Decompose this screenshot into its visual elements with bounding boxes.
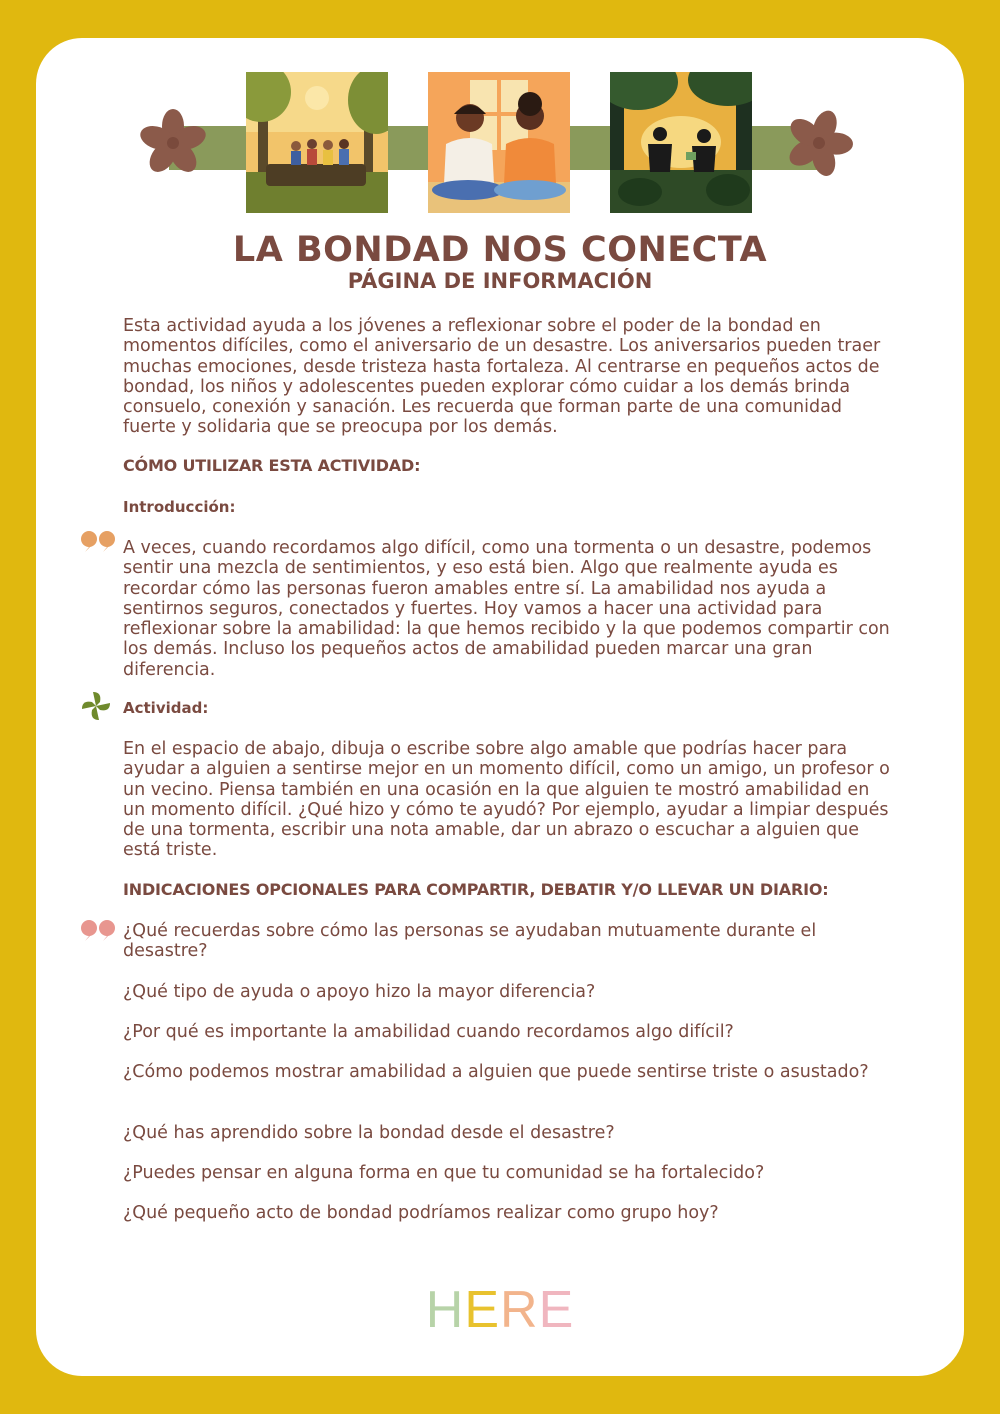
quote-icon [81, 530, 121, 560]
pinwheel-icon [78, 690, 114, 722]
prompt-item: ¿Qué tipo de ayuda o apoyo hizo la mayor diferencia? [123, 982, 596, 1002]
quote-icon [81, 919, 121, 949]
intro-paragraph: Esta actividad ayuda a los jóvenes a reflexionar sobre el poder de la bondad en momentos difíciles, como el aniversario de un desastre. Los aniversarios pueden traer muchas emociones, desde tristeza hasta fortaleza. Al centrarse en pequeños actos de bondad, los niños y adolescentes pueden explorar cómo cuidar a los demás brinda consuelo, conexión y sanación. Les recuerda que forman parte de una comunidad fuerte y solidaria que se preocupa por los demás. [123, 316, 881, 438]
page-title: LA BONDAD NOS CONECTA [232, 230, 768, 270]
illustration-two-kids [428, 72, 570, 213]
activity-text: En el espacio de abajo, dibuja o escribe sobre algo amable que podrías hacer para ayudar a alguien a sentirse mejor en un momento difícil, como un amigo, un profesor o un vecino. Piensa también en una ocasión en la que alguien te mostró amabilidad en un momento difícil. ¿Qué hizo y cómo te ayudó? Por ejemplo, ayudar a limpiar después de una tormenta, escribir una nota amable, dar un abrazo o escuchar a alguien que está triste. [123, 739, 890, 861]
prompt-item: ¿Qué pequeño acto de bondad podríamos realizar como grupo hoy? [123, 1203, 719, 1223]
prompts-heading: INDICACIONES OPCIONALES PARA COMPARTIR, DEBATIR Y/O LLEVAR UN DIARIO: [123, 880, 829, 899]
logo-letter: E [538, 1281, 575, 1339]
page-subtitle: PÁGINA DE INFORMACIÓN [347, 269, 653, 293]
info-card [36, 38, 964, 1376]
intro-label: Introducción: [123, 498, 236, 516]
prompt-item: ¿Por qué es importante la amabilidad cuando recordamos algo difícil? [123, 1022, 734, 1042]
logo-letter: R [500, 1281, 539, 1339]
prompt-item: ¿Qué recuerdas sobre cómo las personas se ayudaban mutuamente durante el desastre? [123, 921, 817, 962]
here-logo [36, 1280, 964, 1340]
header-banner [36, 38, 964, 238]
flower-icon [784, 108, 854, 178]
prompt-item: ¿Qué has aprendido sobre la bondad desde el desastre? [123, 1123, 615, 1143]
logo-letter: H [425, 1281, 465, 1339]
illustration-forest-group [246, 72, 388, 213]
activity-label: Actividad: [123, 699, 209, 717]
prompt-item: ¿Puedes pensar en alguna forma en que tu comunidad se ha fortalecido? [123, 1163, 765, 1183]
prompt-item: ¿Cómo podemos mostrar amabilidad a alguien que puede sentirse triste o asustado? [123, 1062, 869, 1082]
flower-icon [138, 108, 208, 178]
how-to-heading: CÓMO UTILIZAR ESTA ACTIVIDAD: [123, 456, 421, 475]
illustration-two-figures-dusk [610, 72, 752, 213]
logo-letter: E [464, 1281, 500, 1339]
intro-text: A veces, cuando recordamos algo difícil, como una tormenta o un desastre, podemos sentir una mezcla de sentimientos, y eso está bien. Algo que realmente ayuda es recordar cómo las personas fueron amables entre sí. La amabilidad nos ayuda a sentirnos seguros, conectados y fuertes. Hoy vamos a hacer una actividad para reflexionar sobre la amabilidad: la que hemos recibido y la que podemos compartir con los demás. Incluso los pequeños actos de amabilidad pueden marcar una gran diferencia. [123, 538, 890, 680]
